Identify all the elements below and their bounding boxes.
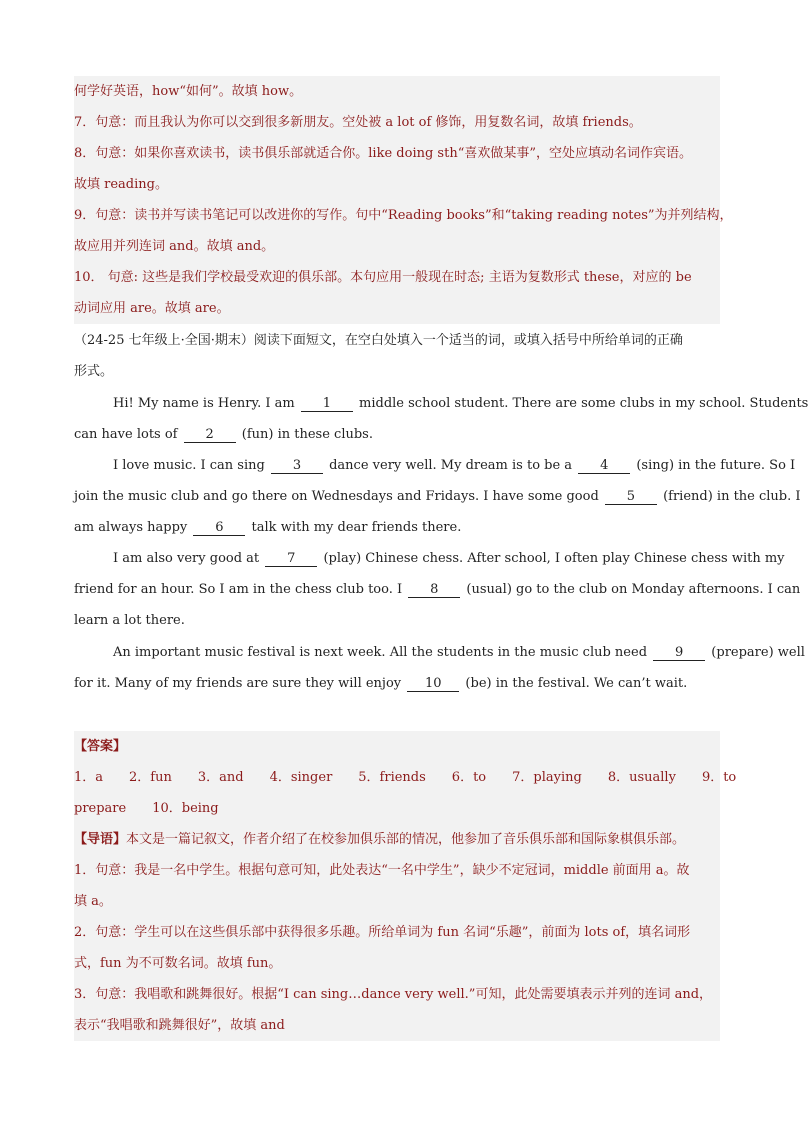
blank-5: 5	[605, 489, 657, 505]
expl-line-3b: 表示“我唱歌和跳舞很好”，故填 and	[74, 1010, 720, 1041]
passage-line	[74, 512, 720, 543]
passage-text: join the music club and go there on Wednesdays and Fridays. I have some good	[74, 489, 599, 504]
blank-10: 10	[407, 676, 459, 692]
blank-7: 7	[265, 551, 317, 567]
blank-8: 8	[408, 582, 460, 598]
answer-item: 6．to	[451, 770, 487, 785]
blank-1: 1	[301, 396, 353, 412]
expl-line-1a: 1．句意：我是一名中学生。根据句意可知，此处表达“一名中学生”，缺少不定冠词，middle 前面用 a。故	[74, 855, 720, 886]
passage-text: An important music festival is next week. All the students in the music club need	[113, 645, 648, 660]
passage-line	[74, 419, 720, 450]
answer-items-row-2	[74, 793, 720, 824]
answer-label: 【答案】	[74, 739, 127, 754]
passage-text: I am also very good at	[113, 551, 260, 566]
answer-item: 5．friends	[358, 770, 426, 785]
expl-line-2a: 2．句意：学生可以在这些俱乐部中获得很多乐趣。所给单词为 fun 名词“乐趣”，前面为 lots of，填名词形	[74, 917, 720, 948]
passage-line	[74, 388, 808, 419]
blank-9: 9	[653, 645, 705, 661]
passage-line	[74, 605, 720, 636]
answer-item: 7．playing	[512, 770, 582, 785]
blank-3: 3	[271, 458, 323, 474]
question-header-2: 形式。	[74, 364, 114, 379]
expl-line-3a: 3．句意：我唱歌和跳舞很好。根据“I can sing…dance very well.”可知，此处需要填表示并列的连词 and，	[74, 979, 720, 1010]
prev-expl-line-8: 动词应用 are。故填 are。	[74, 293, 720, 324]
passage-text: can have lots of	[74, 427, 178, 442]
prev-expl-line-2: 7．句意：而且我认为你可以交到很多新朋友。空处被 a lot of 修饰，用复数名词，故填 friends。	[74, 107, 720, 138]
answer-item: 10．being	[152, 801, 219, 816]
prev-expl-line-1: 何学好英语，how“如何”。故填 how。	[74, 76, 720, 107]
blank-6: 6	[193, 520, 245, 536]
passage-line	[74, 637, 805, 668]
passage-line	[74, 450, 796, 481]
passage-text: am always happy	[74, 520, 188, 535]
passage-line	[74, 481, 801, 512]
guide-line	[74, 824, 720, 855]
expl-line-1b: 填 a。	[74, 886, 720, 917]
answer-item: 4．singer	[269, 770, 333, 785]
answer-items-row	[74, 762, 737, 793]
prev-expl-line-7: 10． 句意: 这些是我们学校最受欢迎的俱乐部。本句应用一般现在时态; 主语为复数形式 these，对应的 be	[74, 262, 720, 293]
blank-2: 2	[184, 427, 236, 443]
blank-4: 4	[578, 458, 630, 474]
passage-text: talk with my dear friends there.	[251, 520, 462, 535]
answer-item: 2．fun	[129, 770, 172, 785]
passage-text: for it. Many of my friends are sure they will enjoy	[74, 676, 402, 691]
passage-line	[74, 543, 785, 574]
answer-item: 9．to	[701, 770, 737, 785]
prev-expl-line-3: 8．句意：如果你喜欢读书，读书俱乐部就适合你。like doing sth“喜欢做某事”，空处应填动名词作宾语。	[74, 138, 720, 169]
passage-line	[74, 668, 720, 699]
guide-label: 【导语】	[74, 832, 127, 847]
answer-item: 1．a	[74, 770, 104, 785]
passage-text: dance very well. My dream is to be a	[329, 458, 573, 473]
passage-text: (usual) go to the club on Monday afternoons. I can	[466, 582, 801, 597]
passage-line	[74, 574, 801, 605]
prev-expl-line-5: 9．句意：读书并写读书笔记可以改进你的写作。句中“Reading books”和“taking reading notes”为并列结构，	[74, 200, 720, 231]
passage-text: learn a lot there.	[74, 613, 185, 628]
prev-expl-line-6: 故应用并列连词 and。故填 and。	[74, 231, 720, 262]
passage-text: middle school student. There are some clubs in my school. Students	[359, 396, 808, 411]
answer-item-cont: prepare	[74, 801, 127, 816]
question-header-1: （24-25 七年级上·全国·期末）阅读下面短文，在空白处填入一个适当的词，或填入括号中所给单词的正确	[74, 333, 683, 348]
prev-expl-line-4: 故填 reading。	[74, 169, 720, 200]
passage-text: (be) in the festival. We can’t wait.	[465, 676, 688, 691]
guide-text: 本文是一篇记叙文，作者介绍了在校参加俱乐部的情况，他参加了音乐俱乐部和国际象棋俱乐部。	[126, 832, 686, 847]
passage-text: friend for an hour. So I am in the chess club too. I	[74, 582, 403, 597]
passage-text: (prepare) well	[711, 645, 805, 660]
passage-text: I love music. I can sing	[113, 458, 265, 473]
answer-title	[74, 731, 720, 762]
passage-text: (friend) in the club. I	[663, 489, 801, 504]
answer-item: 3．and	[197, 770, 244, 785]
passage-text: (sing) in the future. So I	[636, 458, 796, 473]
expl-line-2b: 式，fun 为不可数名词。故填 fun。	[74, 948, 720, 979]
answer-item: 8．usually	[607, 770, 676, 785]
passage-text: (play) Chinese chess. After school, I often play Chinese chess with my	[323, 551, 785, 566]
passage-text: Hi! My name is Henry. I am	[113, 396, 295, 411]
passage-text: (fun) in these clubs.	[241, 427, 373, 442]
